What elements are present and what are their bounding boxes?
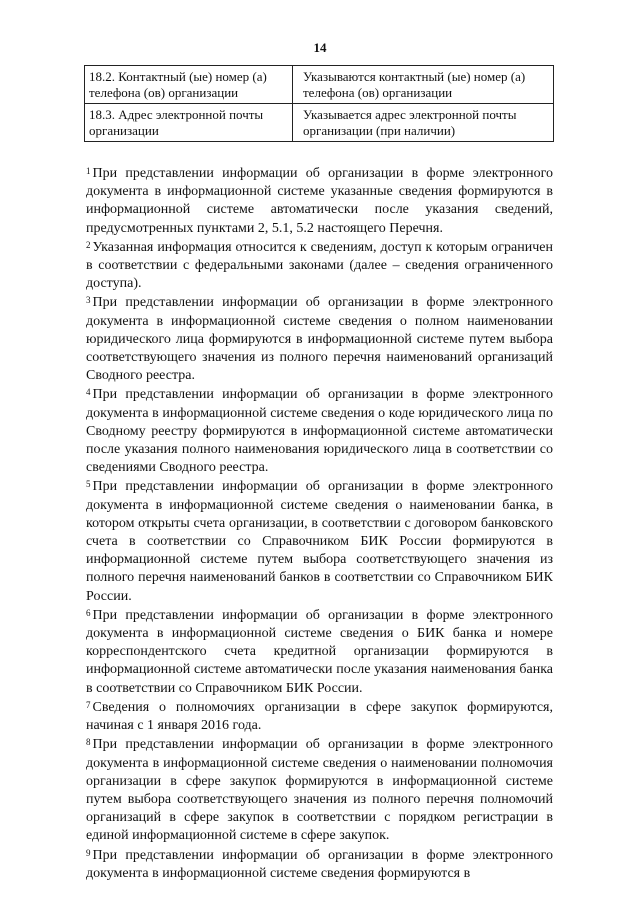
footnote-text: При представлении информации об организации в форме электронного документа в информационной системе сведения о коде юридического лица по Сводному реестру формируются в информационной системе автоматически после указания полного наименования юридического лица в соответствии со сведениями Сводного реестра. xyxy=(86,387,553,476)
requirements-table xyxy=(84,65,554,142)
footnote xyxy=(86,165,553,238)
footnote-text: Указанная информация относится к сведениям, доступ к которым ограничен в соответствии с федеральными законами (далее – сведения ограниченного доступа). xyxy=(86,239,553,292)
footnote xyxy=(86,239,553,294)
footnote xyxy=(86,736,553,845)
page-number: 14 xyxy=(313,40,327,55)
footnote-text: Сведения о полномочиях организации в сфере закупок формируются, начиная с 1 января 2016 года. xyxy=(86,699,553,734)
footnote xyxy=(86,386,553,477)
footnote-number: 4 xyxy=(86,387,91,398)
footnote xyxy=(86,478,553,605)
footnote xyxy=(86,294,553,385)
footnote xyxy=(86,607,553,698)
footnote-text: При представлении информации об организации в форме электронного документа в информационной системе указанные сведения формируются в информационной системе автоматически после указания сведений, предусмотренных пунктами 2, 5.1, 5.2 настоящего Перечня. xyxy=(86,166,553,236)
footnote-number: 7 xyxy=(86,699,91,710)
footnote-number: 9 xyxy=(86,847,91,858)
footnote-number: 2 xyxy=(86,239,91,250)
table-row xyxy=(85,104,554,142)
footnote-text: При представлении информации об организации в форме электронного документа в информационной системе сведения формируются в xyxy=(86,847,553,881)
footnote-text: При представлении информации об организации в форме электронного документа в информационной системе сведения о полном наименовании юридического лица формируются в информационной системе путем выбора соответствующего значения из полного перечня наименований организаций Сводного реестра. xyxy=(86,295,553,384)
description-cell: Указывается адрес электронной почты организации (при наличии) xyxy=(293,104,554,142)
footnote-number: 5 xyxy=(86,479,91,490)
footnote-number: 6 xyxy=(86,607,91,618)
description-cell: Указываются контактный (ые) номер (а) телефона (ов) организации xyxy=(293,66,554,104)
footnote-text: При представлении информации об организации в форме электронного документа в информационной системе сведения о наименовании полномочия организации в сфере закупок формируются в информационной системе путем выбора соответствующего значения из полного перечня полномочий организаций в сфере закупок в соответствии с порядком регистрации в единой информационной системе в сфере закупок. xyxy=(86,737,553,844)
footnotes xyxy=(86,165,553,884)
table-row xyxy=(85,66,554,104)
footnote-text: При представлении информации об организации в форме электронного документа в информационной системе сведения о БИК банка и номере корреспондентского счета кредитной организации формируются в информационной системе автоматически после указания наименования банка в соответствии со Справочником БИК России. xyxy=(86,607,553,696)
footnote-text: При представлении информации об организации в форме электронного документа в информационной системе сведения о наименовании банка, в котором открыты счета организации, в соответствии с договором банковского счета в соответствии со Справочником БИК России формируются в информационной системе путем выбора соответствующего значения из полного перечня наименований банков в соответствии со Справочником БИК России. xyxy=(86,479,553,604)
footnote xyxy=(86,699,553,735)
field-cell: 18.3. Адрес электронной почты организации xyxy=(85,104,293,142)
footnote-number: 3 xyxy=(86,295,91,306)
footnote-number: 1 xyxy=(86,166,91,176)
footnote-number: 8 xyxy=(86,737,91,748)
field-cell: 18.2. Контактный (ые) номер (а) телефона (ов) организации xyxy=(85,66,293,104)
footnote xyxy=(86,847,553,883)
